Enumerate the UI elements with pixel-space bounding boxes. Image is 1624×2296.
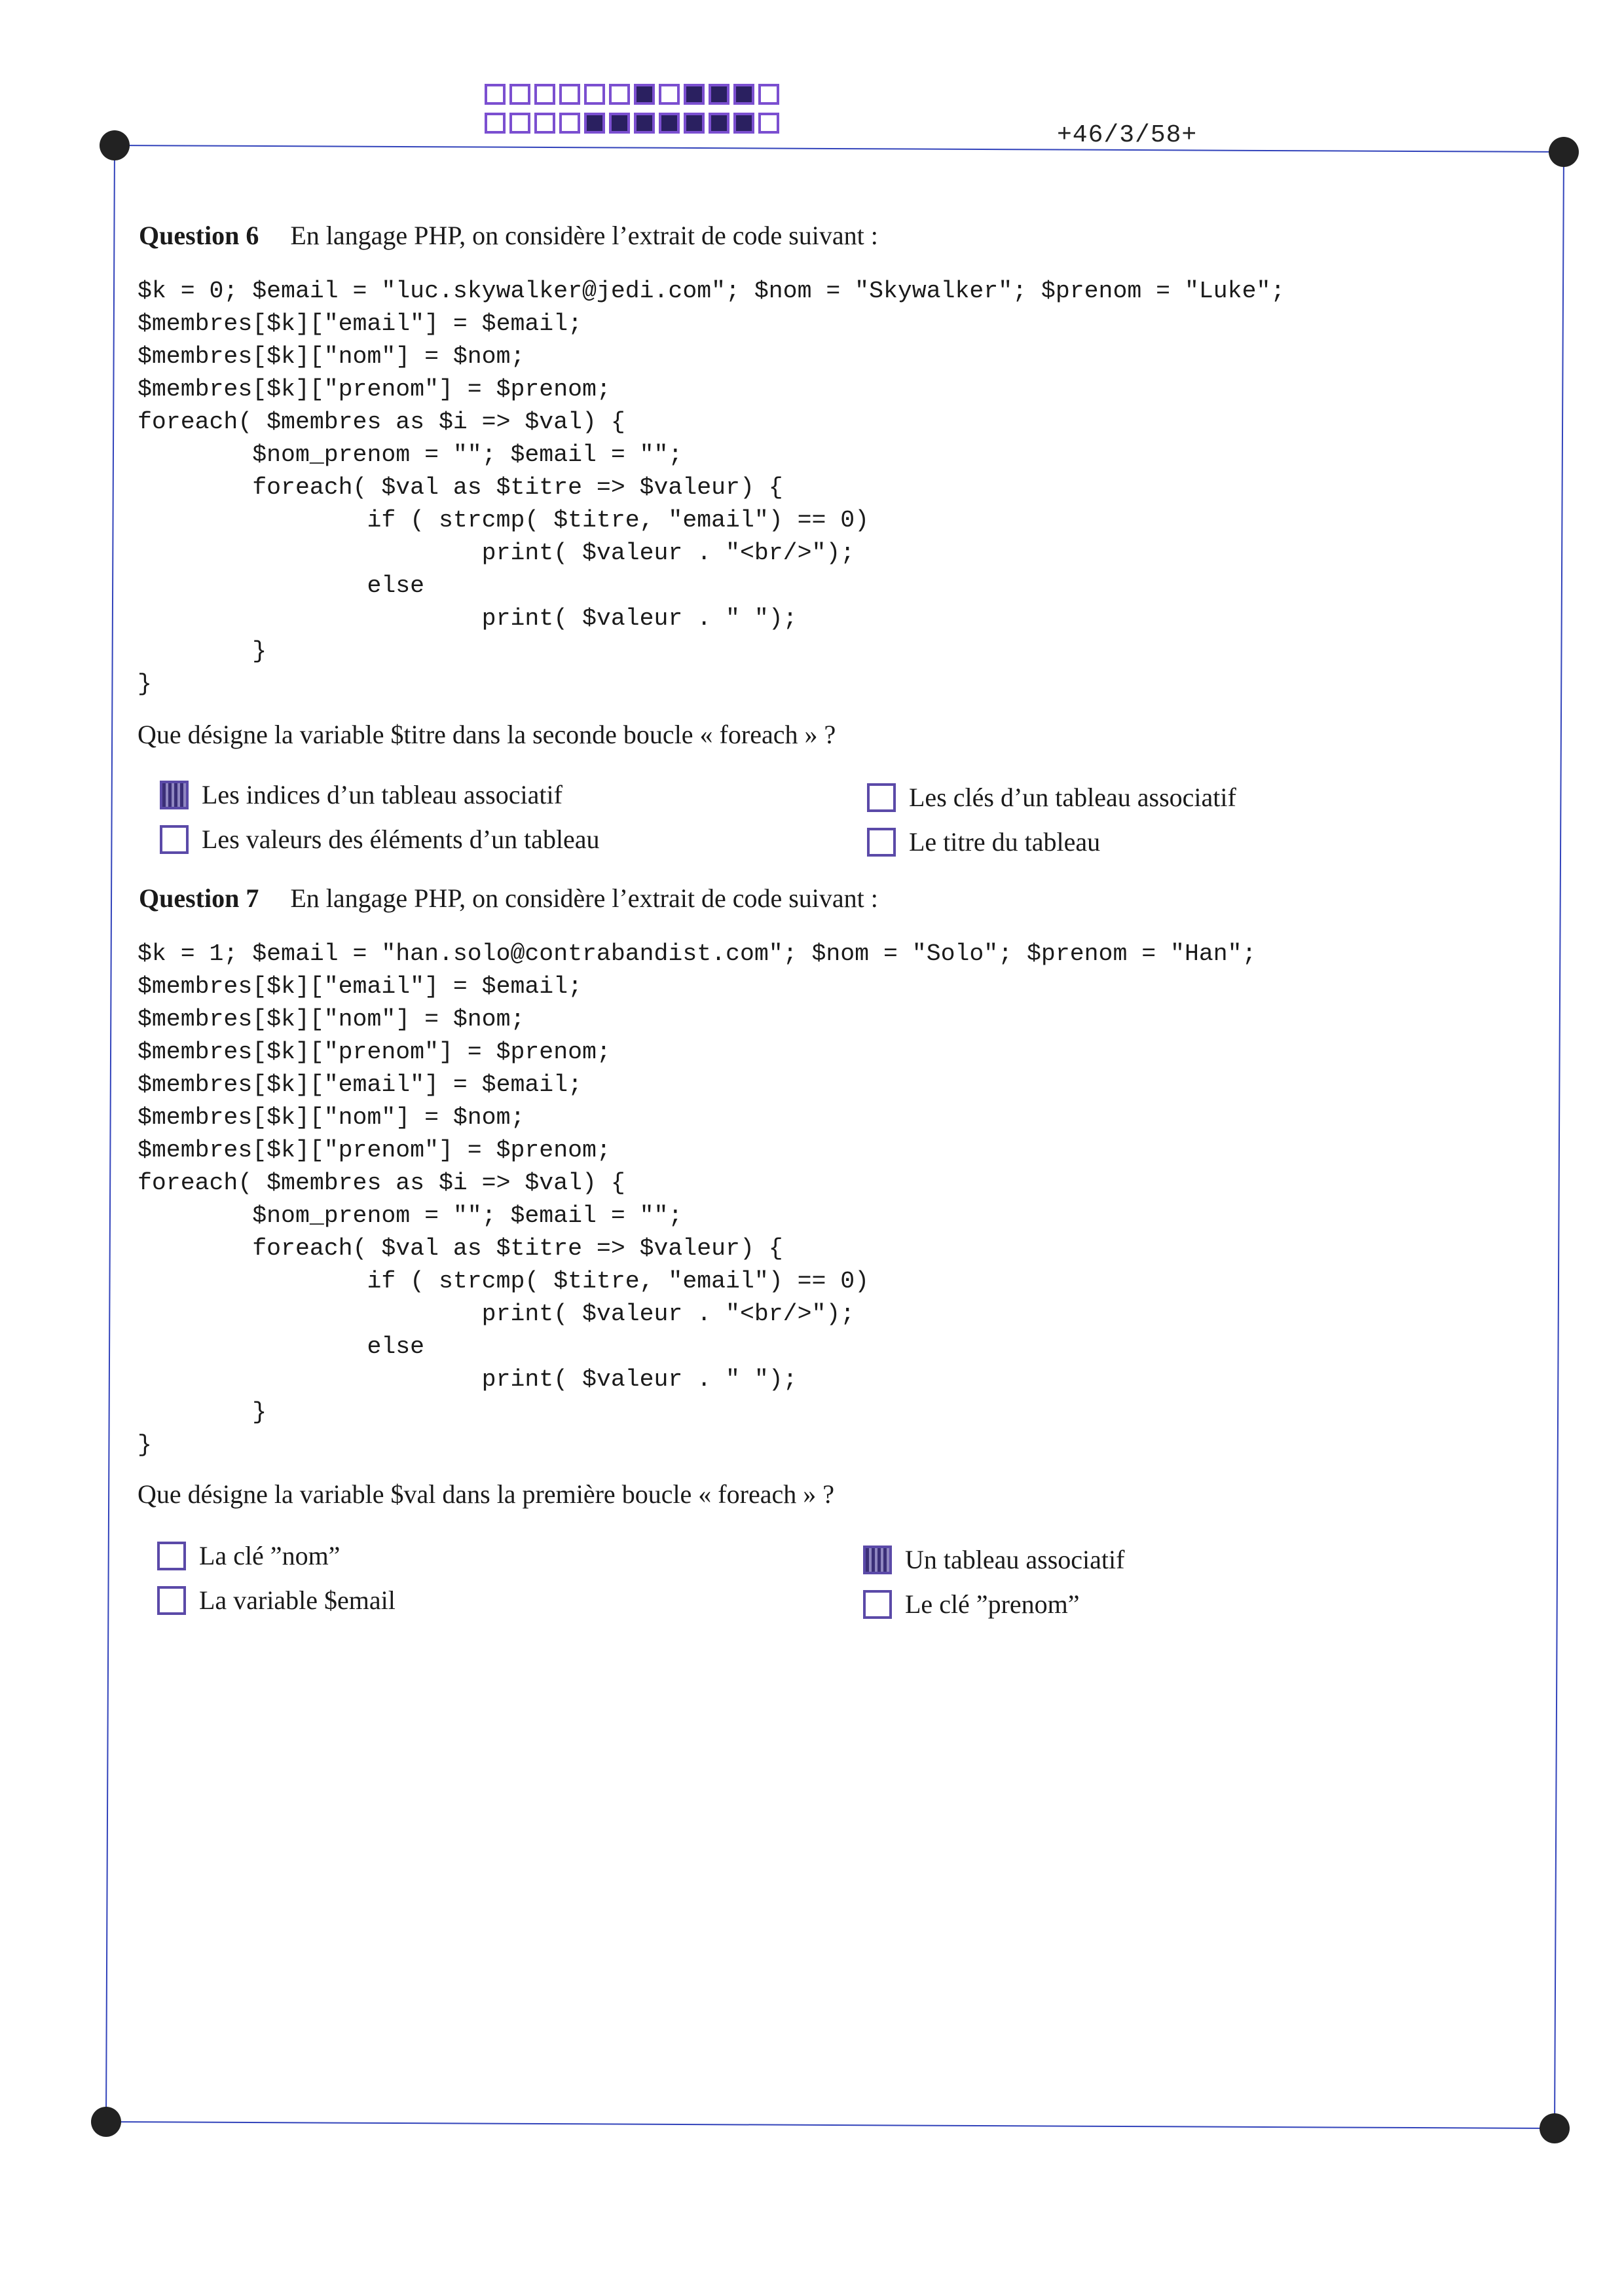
answer-option[interactable] (157, 1540, 340, 1571)
answer-option[interactable] (867, 826, 1100, 857)
answer-checkbox[interactable] (160, 781, 189, 809)
question-6-prompt: Que désigne la variable $titre dans la seconde boucle « foreach » ? (138, 720, 836, 749)
question-intro: En langage PHP, on considère l’extrait de code suivant : (290, 221, 878, 250)
barcode-cell (733, 84, 754, 105)
barcode-cell (559, 113, 580, 134)
answer-checkbox[interactable] (867, 783, 896, 812)
barcode-cell (485, 113, 506, 134)
barcode-cell (534, 84, 555, 105)
barcode-cell (684, 113, 705, 134)
question-title: Question 7 (139, 883, 259, 913)
answer-checkbox[interactable] (863, 1590, 892, 1619)
answer-checkbox[interactable] (863, 1546, 892, 1574)
answer-label: Les valeurs des éléments d’un tableau (202, 824, 600, 854)
question-intro: En langage PHP, on considère l’extrait de code suivant : (290, 883, 878, 913)
barcode-cell (758, 113, 779, 134)
barcode-cell (634, 113, 655, 134)
answer-label: Les clés d’un tableau associatif (909, 783, 1236, 812)
question-7-heading (139, 883, 878, 914)
barcode-cell (485, 84, 506, 105)
barcode-cell (709, 84, 729, 105)
barcode-cell (609, 84, 630, 105)
barcode-cell (509, 84, 530, 105)
corner-marker-top-left (100, 130, 130, 160)
answer-option[interactable] (867, 782, 1236, 813)
question-7-prompt: Que désigne la variable $val dans la première boucle « foreach » ? (138, 1479, 834, 1509)
barcode-cell (659, 84, 680, 105)
corner-marker-bottom-left (91, 2107, 121, 2137)
answer-label: La clé ”nom” (199, 1541, 341, 1570)
answer-label: Les indices d’un tableau associatif (202, 780, 563, 809)
barcode-cell (659, 113, 680, 134)
answer-label: La variable $email (199, 1585, 396, 1615)
barcode-cell (684, 84, 705, 105)
answer-checkbox[interactable] (157, 1586, 186, 1615)
answer-option[interactable] (863, 1544, 1124, 1575)
barcode-row (485, 113, 779, 134)
answer-option[interactable] (160, 824, 600, 855)
corner-marker-bottom-right (1540, 2113, 1570, 2143)
answer-option[interactable] (157, 1585, 396, 1616)
answer-label: Un tableau associatif (905, 1545, 1125, 1574)
barcode-cell (509, 113, 530, 134)
answer-option[interactable] (160, 779, 563, 810)
corner-marker-top-right (1549, 137, 1579, 167)
question-7-code: $k = 1; $email = "han.solo@contrabandist.com"; $nom = "Solo"; $prenom = "Han"; $membres[$k]["email"] = $email; $membres[$k]["nom"] = $nom; $membres[$k]["prenom"] = $prenom; $membres[$k]["email"] = $email; $membres[$k]["nom"] = $nom; $membres[$k]["prenom"] = $prenom; foreach( $membres as $i => $val) { $nom_prenom = ""; $email = ""; foreach( $val as $titre => $valeur) { if ( strcmp( $titre, "email") == 0) print( $valeur . "<br/>"); else print( $valeur . " "); } } (138, 940, 1257, 1458)
question-6-code: $k = 0; $email = "luc.skywalker@jedi.com"; $nom = "Skywalker"; $prenom = "Luke"; $membres[$k]["email"] = $email; $membres[$k]["nom"] = $nom; $membres[$k]["prenom"] = $prenom; foreach( $membres as $i => $val) { $nom_prenom = ""; $email = ""; foreach( $val as $titre => $valeur) { if ( strcmp( $titre, "email") == 0) print( $valeur . "<br/>"); else print( $valeur . " "); } } (138, 278, 1285, 697)
barcode-cell (584, 84, 605, 105)
barcode-cell (584, 113, 605, 134)
answer-checkbox[interactable] (157, 1542, 186, 1570)
barcode-cell (634, 84, 655, 105)
answer-label: Le titre du tableau (909, 827, 1101, 857)
question-6-heading (139, 220, 878, 251)
barcode-row (485, 84, 779, 105)
question-title: Question 6 (139, 221, 259, 250)
answer-checkbox[interactable] (867, 828, 896, 857)
answer-option[interactable] (863, 1589, 1080, 1620)
answer-checkbox[interactable] (160, 825, 189, 854)
answer-label: Le clé ”prenom” (905, 1589, 1080, 1619)
barcode (485, 84, 779, 134)
barcode-cell (709, 113, 729, 134)
barcode-cell (609, 113, 630, 134)
barcode-cell (758, 84, 779, 105)
page-id-code: +46/3/58+ (1057, 121, 1198, 149)
barcode-cell (559, 84, 580, 105)
barcode-cell (534, 113, 555, 134)
barcode-cell (733, 113, 754, 134)
